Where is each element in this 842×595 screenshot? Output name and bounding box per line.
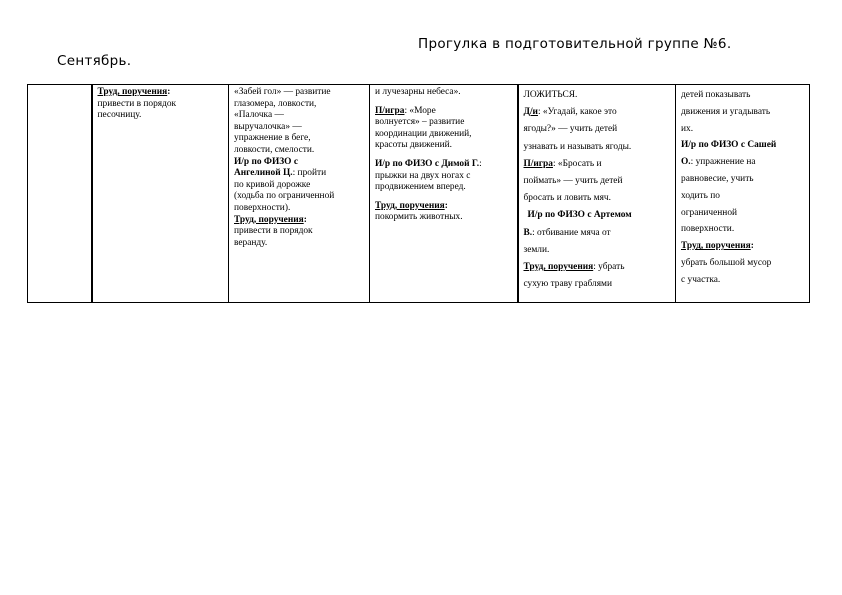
table-cell-empty (28, 85, 92, 303)
table-row (28, 85, 810, 303)
walk-plan-table (27, 84, 810, 303)
table-cell-col2: Труд, поручения: привести в порядок песочницу. (92, 85, 229, 303)
page-title: Прогулка в подготовительной группе №6. (418, 36, 732, 52)
table-cell-col3: «Забей гол» — развитие глазомера, ловкости, «Палочка — выручалочка» — упражнение в беге, ловкости, смелости. И/р по ФИЗО с Ангелиной Ц.: пройти по кривой дорожке (ходьба по ограниченной поверхности). Труд, поручения: привести в порядок веранду. (229, 85, 370, 303)
month-heading: Сентябрь. (57, 53, 132, 69)
table-cell-col5: ЛОЖИТЬСЯ. Д/и: «Угадай, какое это ягоды?» — учить детей узнавать и называть ягоды. П/игра: «Бросать и поймать» — учить детей бросать и ловить мяч. И/р по ФИЗО с Артемом В.: отбивание мяча от земли. Труд, поручения: убрать сухую траву граблями (518, 85, 676, 303)
table-cell-col4: и лучезарны небеса». П/игра: «Море волнуется» – развитие координации движений, красоты движений. И/р по ФИЗО с Димой Г.: прыжки на двух ногах с продвижением вперед. Труд, поручения: покормить животных. (370, 85, 518, 303)
table-cell-col6: детей показывать движения и угадывать их. И/р по ФИЗО с Сашей О.: упражнение на равновесие, учить ходить по ограниченной поверхности. Труд, поручения: убрать большой мусор с участка. (676, 85, 810, 303)
